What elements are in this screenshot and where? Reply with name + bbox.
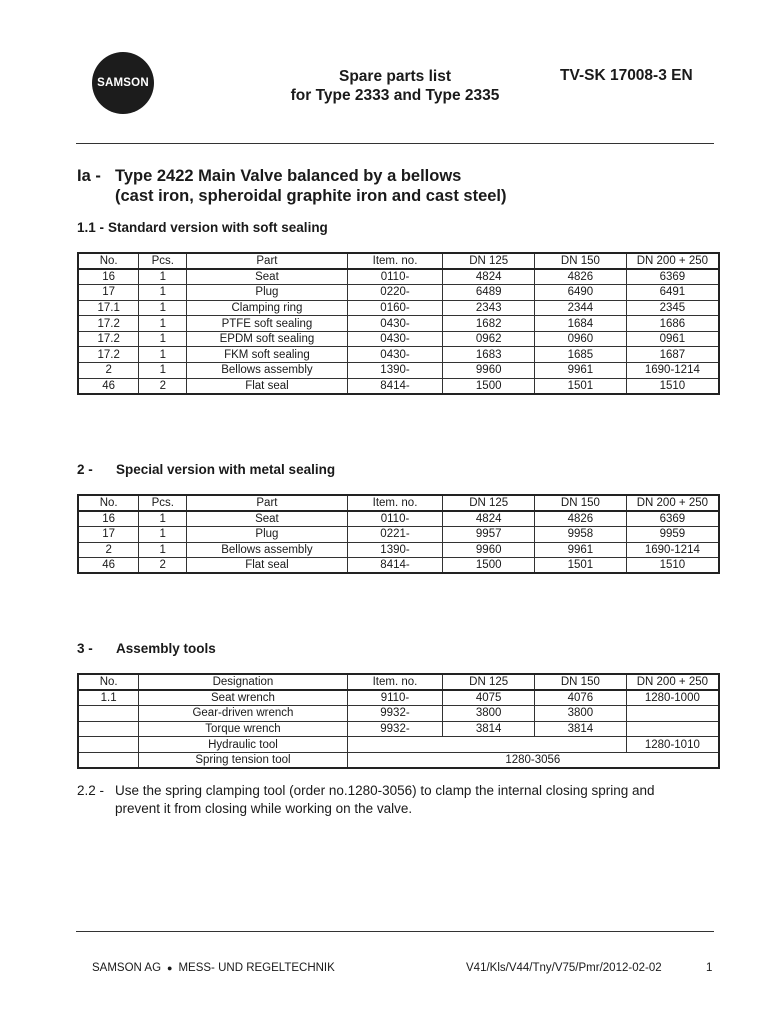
table-cell: 2343	[443, 300, 535, 316]
table-cell: 0221-	[347, 527, 443, 543]
table-cell: 4824	[443, 511, 535, 527]
table-row	[78, 300, 719, 316]
main-heading	[77, 166, 507, 206]
table-cell	[347, 737, 626, 753]
header-divider	[76, 143, 714, 144]
table-cell: 9958	[535, 527, 627, 543]
table-row	[78, 347, 719, 363]
page-number: 1	[706, 962, 713, 974]
table-cell: Spring tension tool	[139, 752, 347, 768]
section-3-title: Assembly tools	[116, 641, 216, 656]
table-cell: 2	[78, 363, 139, 379]
main-heading-line-2: (cast iron, spheroidal graphite iron and cast steel)	[115, 187, 507, 205]
table-cell: 1	[139, 285, 187, 301]
table-cell: 1510	[626, 558, 719, 574]
table-cell: 0430-	[347, 331, 443, 347]
footer-version: V41/Kls/V44/Tny/V75/Pmr/2012-02-02	[466, 962, 662, 974]
table-cell	[78, 752, 139, 768]
table-cell: 0110-	[347, 511, 443, 527]
table-cell: 0110-	[347, 269, 443, 285]
table-cell: 4824	[443, 269, 535, 285]
table-cell: 2344	[535, 300, 627, 316]
table-cell: 1390-	[347, 363, 443, 379]
column-header: Item. no.	[347, 674, 443, 690]
table-cell: 6491	[626, 285, 719, 301]
table-cell: 0220-	[347, 285, 443, 301]
table-cell: 9932-	[347, 721, 443, 737]
column-header: Designation	[139, 674, 347, 690]
column-header: Pcs.	[139, 495, 187, 511]
table-cell: 8414-	[347, 378, 443, 394]
column-header: DN 125	[443, 495, 535, 511]
table-cell: 1685	[535, 347, 627, 363]
table-cell: 8414-	[347, 558, 443, 574]
table-cell: 1690-1214	[626, 363, 719, 379]
table-cell: 9961	[535, 363, 627, 379]
column-header: DN 150	[535, 674, 627, 690]
table-row	[78, 690, 719, 706]
table-cell: 1390-	[347, 542, 443, 558]
column-header: Item. no.	[347, 253, 443, 269]
table-cell: Gear-driven wrench	[139, 706, 347, 722]
table-cell: 3800	[535, 706, 627, 722]
section-1-number: 1.1 -	[77, 220, 105, 235]
section-1-title: Standard version with soft sealing	[108, 220, 328, 235]
table-cell: 0160-	[347, 300, 443, 316]
table-cell: 16	[78, 269, 139, 285]
title-line-2: for Type 2333 and Type 2335	[290, 87, 500, 104]
table-row	[78, 316, 719, 332]
section-2-heading	[77, 462, 335, 477]
column-header: No.	[78, 674, 139, 690]
main-heading-prefix: Ia -	[77, 167, 101, 185]
table-cell: 1500	[443, 558, 535, 574]
table-cell: Torque wrench	[139, 721, 347, 737]
table-row	[78, 331, 719, 347]
column-header: DN 125	[443, 253, 535, 269]
table-cell	[78, 721, 139, 737]
note-line-2: prevent it from closing while working on the valve.	[115, 801, 413, 816]
main-heading-line-1: Type 2422 Main Valve balanced by a bellows	[115, 167, 462, 185]
table-cell: Plug	[187, 285, 347, 301]
table-cell: 1	[139, 269, 187, 285]
table-cell: 1683	[443, 347, 535, 363]
column-header: Pcs.	[139, 253, 187, 269]
table-cell	[78, 706, 139, 722]
table-cell: 2	[78, 542, 139, 558]
table-cell: 17.2	[78, 316, 139, 332]
table-row	[78, 269, 719, 285]
table-cell: 1501	[535, 558, 627, 574]
table-cell: 17	[78, 527, 139, 543]
table-row	[78, 285, 719, 301]
table-cell: 1682	[443, 316, 535, 332]
footer-company	[92, 962, 335, 974]
table-cell: 6369	[626, 269, 719, 285]
table-cell: Seat wrench	[139, 690, 347, 706]
table-cell: 1	[139, 527, 187, 543]
footer-company-name: SAMSON AG	[92, 962, 162, 974]
table-cell: 9110-	[347, 690, 443, 706]
table-cell-merged: 1280-3056	[347, 752, 719, 768]
table-cell: 17	[78, 285, 139, 301]
table-cell: 9961	[535, 542, 627, 558]
table-cell: 46	[78, 378, 139, 394]
table-cell: 2345	[626, 300, 719, 316]
table-cell: 6369	[626, 511, 719, 527]
table-cell	[78, 737, 139, 753]
table-cell: 3814	[443, 721, 535, 737]
table-cell: 1	[139, 347, 187, 363]
samson-logo	[92, 52, 154, 114]
table-cell: 17.2	[78, 347, 139, 363]
logo-text: SAMSON	[97, 77, 149, 89]
table-row	[78, 542, 719, 558]
table-header-row	[78, 674, 719, 690]
table-cell	[626, 706, 719, 722]
document-title	[250, 67, 540, 105]
table-row	[78, 378, 719, 394]
table-cell: EPDM soft sealing	[187, 331, 347, 347]
table-cell: 0961	[626, 331, 719, 347]
column-header: No.	[78, 495, 139, 511]
table-cell: Hydraulic tool	[139, 737, 347, 753]
table-cell: 1	[139, 316, 187, 332]
table-cell: 1510	[626, 378, 719, 394]
table-cell: Plug	[187, 527, 347, 543]
table-cell: 16	[78, 511, 139, 527]
column-header: No.	[78, 253, 139, 269]
metal-sealing-parts-table	[77, 494, 720, 574]
table-cell: Bellows assembly	[187, 363, 347, 379]
table-row-spring-tension-tool	[78, 752, 719, 768]
table-cell: 4075	[443, 690, 535, 706]
footer-division: MESS- UND REGELTECHNIK	[178, 962, 335, 974]
table-cell: 4826	[535, 511, 627, 527]
standard-parts-table	[77, 252, 720, 395]
column-header: DN 200 + 250	[626, 253, 719, 269]
section-3-number: 3 -	[77, 641, 93, 656]
column-header: DN 150	[535, 495, 627, 511]
table-cell: 0430-	[347, 347, 443, 363]
table-cell: 9960	[443, 542, 535, 558]
table-cell: 6489	[443, 285, 535, 301]
table-cell: 0960	[535, 331, 627, 347]
table-cell	[626, 721, 719, 737]
table-cell: 6490	[535, 285, 627, 301]
table-cell: 3814	[535, 721, 627, 737]
column-header: Part	[187, 495, 347, 511]
table-cell: 1687	[626, 347, 719, 363]
table-row	[78, 721, 719, 737]
table-cell: 9932-	[347, 706, 443, 722]
table-cell: 46	[78, 558, 139, 574]
table-cell: 9960	[443, 363, 535, 379]
table-cell: 4826	[535, 269, 627, 285]
table-cell: 1	[139, 542, 187, 558]
title-line-1: Spare parts list	[339, 68, 451, 85]
table-cell: 1280-1000	[626, 690, 719, 706]
table-cell: 1	[139, 511, 187, 527]
table-cell: 9957	[443, 527, 535, 543]
table-cell: 17.2	[78, 331, 139, 347]
table-cell: Clamping ring	[187, 300, 347, 316]
assembly-tools-table	[77, 673, 720, 769]
table-cell: 9959	[626, 527, 719, 543]
table-cell: Bellows assembly	[187, 542, 347, 558]
table-row	[78, 558, 719, 574]
note-2-2	[77, 782, 727, 818]
section-3-heading	[77, 641, 216, 656]
table-header-row	[78, 495, 719, 511]
table-cell: 1501	[535, 378, 627, 394]
column-header: DN 200 + 250	[626, 674, 719, 690]
table-cell: 17.1	[78, 300, 139, 316]
table-cell: 1	[139, 363, 187, 379]
table-cell: 1684	[535, 316, 627, 332]
table-cell: FKM soft sealing	[187, 347, 347, 363]
section-2-number: 2 -	[77, 462, 93, 477]
table-row	[78, 706, 719, 722]
document-number: TV-SK 17008-3 EN	[560, 67, 693, 84]
table-cell: 0430-	[347, 316, 443, 332]
table-cell: Flat seal	[187, 378, 347, 394]
footer-bullet: ●	[167, 963, 173, 973]
table-cell: 3800	[443, 706, 535, 722]
table-cell: Seat	[187, 511, 347, 527]
note-line-1: Use the spring clamping tool (order no.1280-3056) to clamp the internal closing spring and	[115, 783, 655, 798]
column-header: Part	[187, 253, 347, 269]
table-cell: 1.1	[78, 690, 139, 706]
table-cell: Flat seal	[187, 558, 347, 574]
table-header-row	[78, 253, 719, 269]
table-row	[78, 527, 719, 543]
table-cell: 1	[139, 331, 187, 347]
column-header: Item. no.	[347, 495, 443, 511]
footer-divider	[76, 931, 714, 932]
table-cell: Seat	[187, 269, 347, 285]
column-header: DN 200 + 250	[626, 495, 719, 511]
table-cell: 1686	[626, 316, 719, 332]
table-cell: 1500	[443, 378, 535, 394]
table-cell: 1	[139, 300, 187, 316]
note-number: 2.2 -	[77, 783, 105, 798]
table-cell: PTFE soft sealing	[187, 316, 347, 332]
section-1-heading	[77, 220, 328, 235]
table-row	[78, 363, 719, 379]
table-cell: 1280-1010	[626, 737, 719, 753]
table-cell: 4076	[535, 690, 627, 706]
table-cell: 2	[139, 558, 187, 574]
table-row	[78, 737, 719, 753]
column-header: DN 125	[443, 674, 535, 690]
table-cell: 0962	[443, 331, 535, 347]
table-cell: 1690-1214	[626, 542, 719, 558]
column-header: DN 150	[535, 253, 627, 269]
table-row	[78, 511, 719, 527]
table-cell: 2	[139, 378, 187, 394]
section-2-title: Special version with metal sealing	[116, 462, 336, 477]
